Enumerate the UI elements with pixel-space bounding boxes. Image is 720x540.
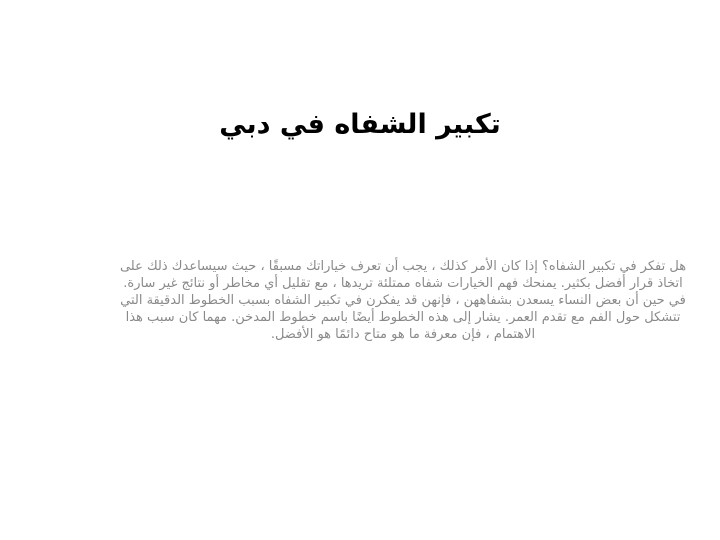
slide-body-text: هل تفكر في تكبير الشفاه؟ إذا كان الأمر كذلك ، يجب أن تعرف خياراتك مسبقًا ، حيث سيساعدك ذلك على اتخاذ قرار أفضل بكثير. يمنحك فهم الخيارات شفاه ممتلئة تريدها ، مع تقليل أي مخاطر أو نتائج غير سارة. في حين أن بعض النساء يسعدن بشفاههن ، فإنهن قد يفكرن في تكبير الشفاه بسبب الخطوط الدقيقة التي تتشكل حول الفم مع تقدم العمر. يشار إلى هذه الخطوط أيضًا باسم خطوط المدخن. مهما كان سبب هذا الاهتمام ، فإن معرفة ما هو متاح دائمًا هو الأفضل. (119, 259, 687, 342)
slide-title: تكبير الشفاه في دبي (219, 109, 501, 140)
